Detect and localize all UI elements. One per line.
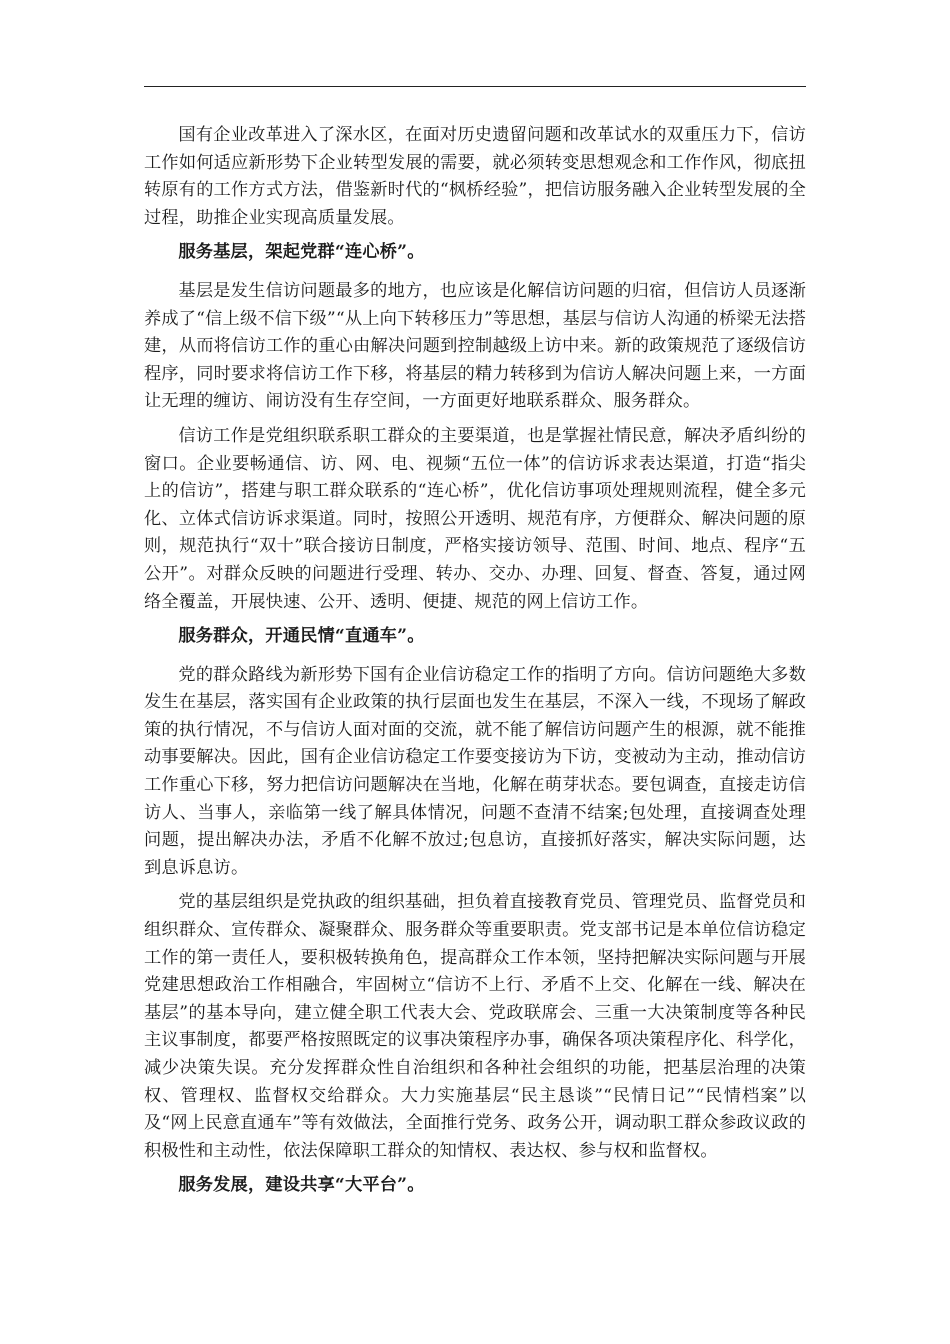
- paragraph-masses-2: 党的基层组织是党执政的组织基础，担负着直接教育党员、管理党员、监督党员和组织群众、宣传群众、凝聚群众、服务群众等重要职责。党支部书记是本单位信访稳定工作的第一责任人，要积极转换角色，提高群众工作本领，坚持把解决实际问题与开展党建思想政治工作相融合，牢固树立“信访不上行、矛盾不上交、化解在一线、解决在基层”的基本导向，建立健全职工代表大会、党政联席会、三重一大决策制度等各种民主议事制度，都要严格按照既定的议事决策程序办事，确保各项决策程序化、科学化，减少决策失误。充分发挥群众性自治组织和各种社会组织的功能，把基层治理的决策权、管理权、监督权交给群众。大力实施基层“民主恳谈”“民情日记”“民情档案”以及“网上民意直通车”等有效做法，全面推行党务、政务公开，调动职工群众参政议政的积极性和主动性，依法保障职工群众的知情权、表达权、参与权和监督权。: [144, 892, 806, 1161]
- section-heading-development: 服务发展，建设共享“大平台”。: [178, 1175, 425, 1196]
- header-rule: [144, 86, 806, 87]
- section-heading-grassroots: 服务基层，架起党群“连心桥”。: [178, 242, 425, 263]
- paragraph-grassroots-1: 基层是发生信访问题最多的地方，也应该是化解信访问题的归宿，但信访人员逐渐养成了“信上级不信下级”“从上向下转移压力”等思想，基层与信访人沟通的桥梁无法搭建，从而将信访工作的重心由解决问题到控制越级上访中来。新的政策规范了逐级信访程序，同时要求将信访工作下移，将基层的精力转移到为信访人解决问题上来，一方面让无理的缠访、闹访没有生存空间，一方面更好地联系群众、服务群众。: [144, 280, 806, 412]
- document-body: [144, 122, 806, 1211]
- paragraph-masses-1: 党的群众路线为新形势下国有企业信访稳定工作的指明了方向。信访问题绝大多数发生在基层，落实国有企业政策的执行层面也发生在基层，不深入一线，不现场了解政策的执行情况，不与信访人面对面的交流，就不能了解信访问题产生的根源，就不能推动事要解决。因此，国有企业信访稳定工作要变接访为下访，变被动为主动，推动信访工作重心下移，努力把信访问题解决在当地，化解在萌芽状态。要包调查，直接走访信访人、当事人，亲临第一线了解具体情况，问题不查清不结案;包处理，直接调查处理问题，提出解决办法，矛盾不化解不放过;包息访，直接抓好落实，解决实际问题，达到息诉息访。: [144, 664, 806, 878]
- section-heading-masses: 服务群众，开通民情“直通车”。: [178, 626, 425, 647]
- paragraph-intro: 国有企业改革进入了深水区，在面对历史遗留问题和改革试水的双重压力下，信访工作如何适应新形势下企业转型发展的需要，就必须转变思想观念和工作作风，彻底扭转原有的工作方式方法，借鉴新时代的“枫桥经验”，把信访服务融入企业转型发展的全过程，助推企业实现高质量发展。: [144, 125, 806, 228]
- paragraph-grassroots-2: 信访工作是党组织联系职工群众的主要渠道，也是掌握社情民意，解决矛盾纠纷的窗口。企业要畅通信、访、网、电、视频“五位一体”的信访诉求表达渠道，打造“指尖上的信访”，搭建与职工群众联系的“连心桥”，优化信访事项处理规则流程，健全多元化、立体式信访诉求渠道。同时，按照公开透明、规范有序，方便群众、解决问题的原则，规范执行“双十”联合接访日制度，严格实接访领导、范围、时间、地点、程序“五公开”。对群众反映的问题进行受理、转办、交办、办理、回复、督查、答复，通过网络全覆盖，开展快速、公开、透明、便捷、规范的网上信访工作。: [144, 425, 806, 612]
